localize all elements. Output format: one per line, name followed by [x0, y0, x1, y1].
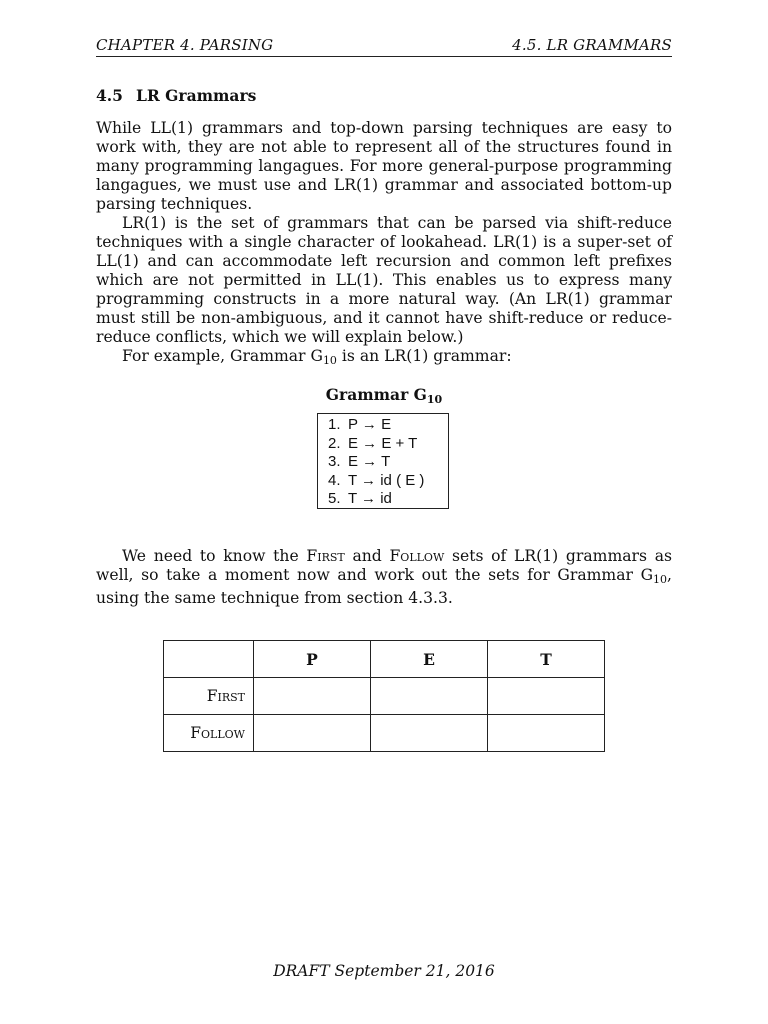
column-header: T: [488, 641, 605, 678]
header-section: 4.5. LR GRAMMARS: [512, 36, 672, 54]
section-number: 4.5: [96, 86, 123, 105]
row-header-follow: Follow: [164, 715, 254, 752]
rule-text: P → E: [348, 416, 392, 433]
paragraph-example: [96, 347, 672, 370]
rule-text: T → id ( E ): [348, 471, 425, 489]
table-row: [164, 678, 605, 715]
table-cell: [488, 715, 605, 752]
grammar-title-text: Grammar G: [325, 385, 427, 404]
paragraph-lr1: LR(1) is the set of grammars that can be parsed via shift-reduce techniques with a single character of lookahead. LR(1) is a super-set of LL(1) and can accommodate left recursion and common left prefixes which are not permitted in LL(1). This enables us to express many programming constructs in a more natural way. (An LR(1) grammar must still be non-ambiguous, and it cannot have shift-reduce or reduce-reduce conflicts, which we will explain below.): [96, 214, 672, 346]
grammar-rule: [328, 435, 438, 454]
text-run: and: [344, 547, 390, 565]
page-footer: DRAFT September 21, 2016: [273, 962, 495, 980]
table-cell: [488, 678, 605, 715]
rule-number: 3.: [328, 453, 341, 471]
text-run: , using the same technique from section 4.3.3.: [96, 566, 672, 607]
rule-text: T → id: [348, 490, 392, 508]
follow-term: Follow: [389, 547, 445, 565]
table-cell: [254, 715, 371, 752]
table-cell: [371, 678, 488, 715]
column-header: P: [254, 641, 371, 678]
table-cell: [371, 715, 488, 752]
grammar-rule: [328, 490, 438, 509]
paragraph-first-follow: [96, 547, 672, 608]
table-cell: [254, 678, 371, 715]
grammar-rule: [328, 416, 438, 435]
grammar-rule: [328, 472, 438, 491]
page: [96, 0, 672, 1024]
table-row: [164, 715, 605, 752]
text-run: sets of LR(1) grammars as well, so take a moment now and work out the sets for Grammar G: [96, 547, 672, 584]
example-text-end: is an LR(1) grammar:: [336, 347, 512, 365]
rule-number: 1.: [328, 416, 341, 433]
rule-text: E → E + T: [348, 434, 418, 452]
section-heading: [96, 86, 256, 105]
grammar-box: [317, 413, 449, 509]
grammar-subscript: 10: [653, 573, 668, 586]
example-text: For example, Grammar G: [122, 347, 323, 365]
column-header: E: [371, 641, 488, 678]
rule-number: 5.: [328, 490, 341, 508]
row-header-first: First: [164, 678, 254, 715]
text-run: We need to know the: [122, 547, 307, 565]
rule-number: 2.: [328, 434, 341, 452]
paragraph-intro: While LL(1) grammars and top-down parsing techniques are easy to work with, they are not able to represent all of the structures found in many programming langagues. For more general-purpose programming langagues, we must use and LR(1) grammar and associated bottom-up parsing techniques.: [96, 119, 672, 213]
example-subscript: 10: [322, 354, 337, 367]
table-header-row: [164, 641, 605, 678]
first-term: First: [306, 547, 345, 565]
table-corner-cell: [164, 641, 254, 678]
grammar-title-subscript: 10: [426, 393, 443, 406]
first-follow-table: [163, 640, 605, 752]
section-title: LR Grammars: [136, 86, 257, 105]
rule-text: E → T: [348, 453, 391, 471]
grammar-rule: [328, 453, 438, 472]
rule-number: 4.: [328, 471, 341, 489]
header-chapter: CHAPTER 4. PARSING: [96, 36, 274, 54]
body-text: [96, 119, 672, 370]
running-header: [96, 36, 672, 57]
grammar-title: [96, 385, 672, 406]
